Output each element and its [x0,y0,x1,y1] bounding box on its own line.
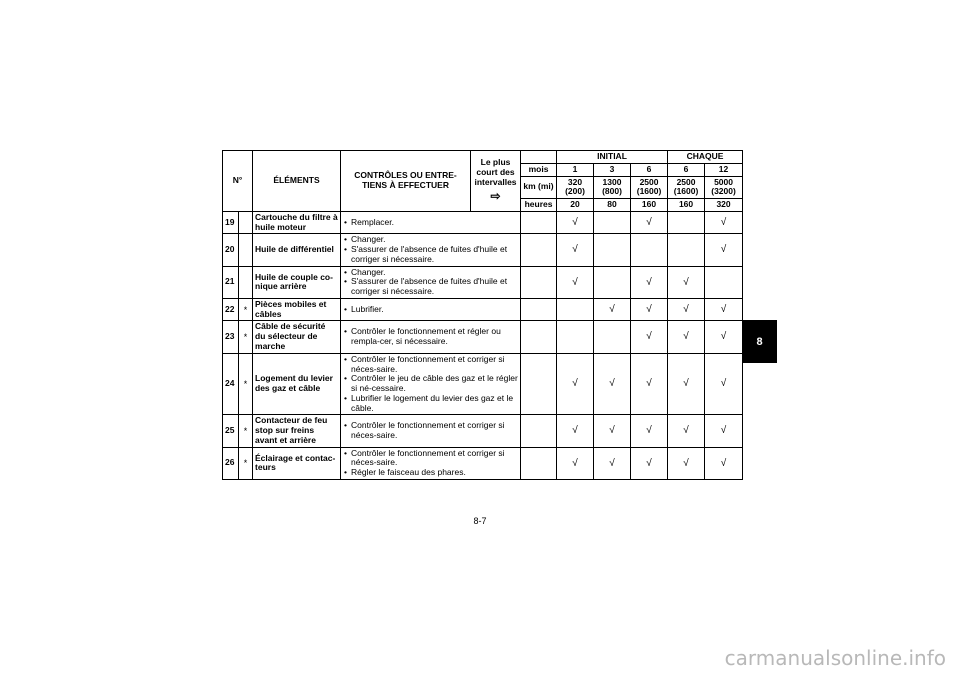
star-marker [239,234,253,266]
watermark: carmanualsonline.info [724,646,946,670]
col-num-header: N° [223,151,253,212]
col-shortest-header [471,151,521,212]
check-mark: √ [668,415,705,447]
check-item: • Contrôler le fonctionnement et corriger si néces-saire. [351,449,518,469]
check-mark: √ [705,234,743,266]
checks-list [343,327,518,347]
interval-value: 20 [557,199,594,212]
check-mark: √ [631,447,668,479]
unit-blank-cell [521,298,557,321]
initial-header: INITIAL [557,151,668,164]
check-mark [668,211,705,234]
page-number: 8-7 [473,516,487,526]
check-mark [594,321,631,353]
star-marker [239,266,253,298]
star-marker: * [239,298,253,321]
check-mark: √ [705,447,743,479]
table-row [223,298,743,321]
checks-cell [341,298,521,321]
interval-value: 5000 (3200) [705,176,743,199]
unit-blank-cell [521,353,557,415]
check-mark: √ [631,321,668,353]
item-name: Huile de différentiel [253,234,341,266]
check-item: • Changer. [351,268,518,278]
interval-value: 1300 (800) [594,176,631,199]
check-item: • Contrôler le fonctionnement et corriger si néces-saire. [351,421,518,441]
interval-value: 2500 (1600) [668,176,705,199]
check-item: • Contrôler le fonctionnement et corriger si néces-saire. [351,355,518,375]
interval-value: 80 [594,199,631,212]
check-mark: √ [705,298,743,321]
check-mark: √ [557,211,594,234]
check-mark: √ [557,353,594,415]
arrow-icon: ⇨ [490,188,501,203]
unit-blank-cell [521,234,557,266]
check-mark: √ [594,415,631,447]
interval-unit: heures [521,199,557,212]
checks-cell [341,211,521,234]
table-row [223,353,743,415]
check-mark: √ [594,298,631,321]
check-mark [557,321,594,353]
check-item: • Remplacer. [351,218,518,228]
row-number: 20 [223,234,239,266]
check-mark: √ [705,353,743,415]
interval-value: 160 [668,199,705,212]
check-mark: √ [668,266,705,298]
check-item: • Lubrifier. [351,305,518,315]
check-mark: √ [668,321,705,353]
star-marker: * [239,415,253,447]
checks-cell [341,234,521,266]
check-mark: √ [557,234,594,266]
item-name: Cartouche du filtre à huile moteur [253,211,341,234]
interval-unit: km (mi) [521,176,557,199]
row-number: 24 [223,353,239,415]
check-mark: √ [594,353,631,415]
row-number: 22 [223,298,239,321]
row-number: 19 [223,211,239,234]
checks-cell [341,447,521,479]
checks-list [343,235,518,264]
unit-blank-cell [521,211,557,234]
chapter-tab[interactable]: 8 [742,320,777,363]
checks-list [343,449,518,478]
interval-value: 320 (200) [557,176,594,199]
check-mark [557,298,594,321]
unit-header-blank [521,151,557,164]
item-name: Éclairage et contac-teurs [253,447,341,479]
check-mark [631,234,668,266]
check-mark: √ [705,321,743,353]
star-marker: * [239,447,253,479]
every-header: CHAQUE [668,151,743,164]
interval-value: 3 [594,163,631,176]
check-item: • Contrôler le jeu de câble des gaz et le régler si né-cessaire. [351,374,518,394]
unit-blank-cell [521,447,557,479]
checks-list [343,421,518,441]
table-row [223,234,743,266]
table-row [223,211,743,234]
check-mark: √ [705,415,743,447]
check-mark [594,211,631,234]
checks-list [343,268,518,297]
check-mark: √ [594,447,631,479]
item-name: Pièces mobiles et câbles [253,298,341,321]
check-mark: √ [631,298,668,321]
col-elements-header: ÉLÉMENTS [253,151,341,212]
interval-value: 160 [631,199,668,212]
row-number: 26 [223,447,239,479]
checks-cell [341,321,521,353]
check-mark [594,234,631,266]
header-row [223,151,743,164]
interval-unit: mois [521,163,557,176]
interval-value: 2500 (1600) [631,176,668,199]
row-number: 23 [223,321,239,353]
interval-value: 6 [631,163,668,176]
table-row [223,415,743,447]
maintenance-table [222,150,743,480]
check-mark [668,234,705,266]
check-mark: √ [631,211,668,234]
check-item: • S'assurer de l'absence de fuites d'huile et corriger si nécessaire. [351,277,518,297]
item-name: Logement du levier des gaz et câble [253,353,341,415]
shortest-label: Le plus court des intervalles [474,157,517,187]
check-mark [594,266,631,298]
check-mark: √ [631,353,668,415]
check-mark [705,266,743,298]
checks-list [343,355,518,414]
check-item: • Changer. [351,235,518,245]
unit-blank-cell [521,266,557,298]
checks-cell [341,353,521,415]
checks-list [343,305,518,315]
check-mark: √ [631,266,668,298]
interval-value: 320 [705,199,743,212]
item-name: Huile de couple co-nique arrière [253,266,341,298]
item-name: Câble de sécurité du sélecteur de marche [253,321,341,353]
unit-blank-cell [521,415,557,447]
check-mark: √ [668,353,705,415]
interval-value: 1 [557,163,594,176]
row-number: 21 [223,266,239,298]
col-checks-header: CONTRÔLES OU ENTRE-TIENS À EFFECTUER [341,151,471,212]
check-mark: √ [557,415,594,447]
check-mark: √ [631,415,668,447]
check-mark: √ [705,211,743,234]
check-item: • Contrôler le fonctionnement et régler ou rempla-cer, si nécessaire. [351,327,518,347]
table-row [223,321,743,353]
star-marker [239,211,253,234]
item-name: Contacteur de feu stop sur freins avant et arrière [253,415,341,447]
check-item: • Régler le faisceau des phares. [351,468,518,478]
unit-blank-cell [521,321,557,353]
table-row [223,266,743,298]
check-item: • S'assurer de l'absence de fuites d'huile et corriger si nécessaire. [351,245,518,265]
interval-value: 12 [705,163,743,176]
row-number: 25 [223,415,239,447]
interval-value: 6 [668,163,705,176]
checks-cell [341,415,521,447]
check-item: • Lubrifier le logement du levier des gaz et le câble. [351,394,518,414]
check-mark: √ [557,266,594,298]
star-marker: * [239,321,253,353]
check-mark: √ [668,298,705,321]
checks-list [343,218,518,228]
checks-cell [341,266,521,298]
check-mark: √ [668,447,705,479]
table-row [223,447,743,479]
star-marker: * [239,353,253,415]
check-mark: √ [557,447,594,479]
